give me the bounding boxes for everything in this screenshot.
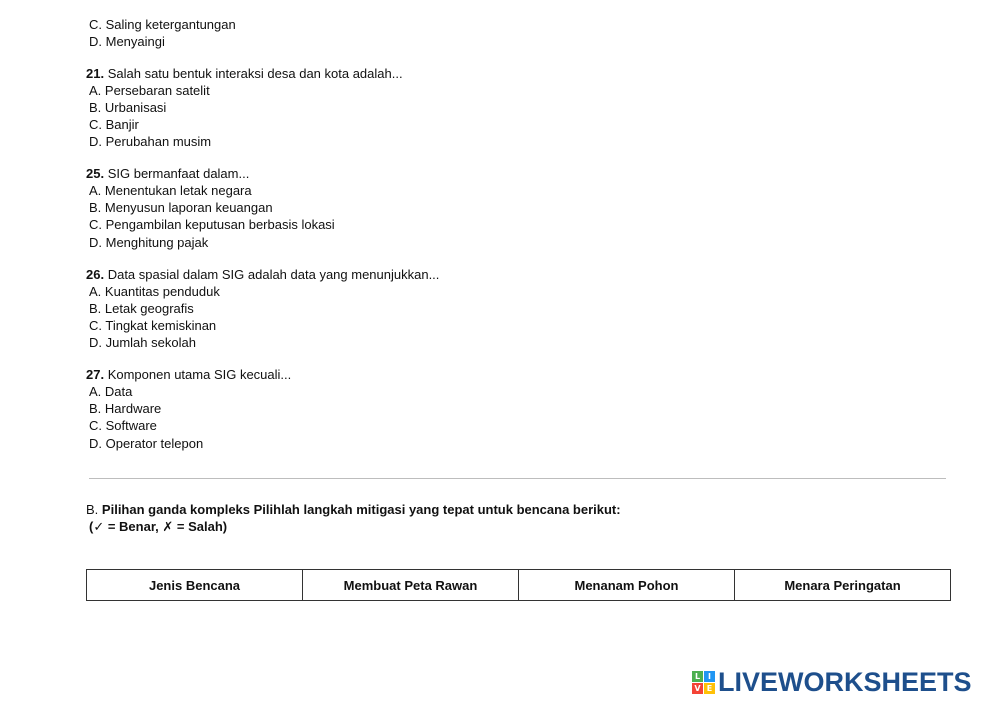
option-a: A. Data <box>89 384 133 399</box>
option-c: C. Software <box>89 418 157 433</box>
option-a: A. Menentukan letak negara <box>89 183 252 198</box>
question-text: Komponen utama SIG kecuali... <box>107 367 292 382</box>
question-text: Salah satu bentuk interaksi desa dan kota adalah... <box>107 66 403 81</box>
section-divider <box>89 478 946 479</box>
option-b: B. Hardware <box>89 401 162 416</box>
header-membuat-peta-rawan: Membuat Peta Rawan <box>303 570 519 601</box>
option-d: D. Perubahan musim <box>89 134 212 149</box>
question-number: 27. <box>86 367 105 382</box>
table-header-row <box>87 570 951 601</box>
question-text: SIG bermanfaat dalam... <box>107 166 250 181</box>
question-text: Data spasial dalam SIG adalah data yang menunjukkan... <box>107 267 440 282</box>
answer-legend: (✓ = Benar, ✗ = Salah) <box>89 519 228 534</box>
option-a: A. Persebaran satelit <box>89 83 210 98</box>
option-b: B. Menyusun laporan keuangan <box>89 200 273 215</box>
option-c: C. Saling ketergantungan <box>89 17 236 32</box>
option-b: B. Urbanisasi <box>89 100 167 115</box>
option-d: D. Operator telepon <box>89 436 204 451</box>
header-jenis-bencana: Jenis Bencana <box>87 570 303 601</box>
question-25 <box>86 165 249 182</box>
logo-tile-l: L <box>692 671 703 682</box>
question-number: 25. <box>86 166 105 181</box>
question-number: 21. <box>86 66 105 81</box>
question-27 <box>86 366 291 383</box>
logo-wordmark: LIVEWORKSHEETS <box>718 667 972 697</box>
option-c: C. Banjir <box>89 117 139 132</box>
option-a: A. Kuantitas penduduk <box>89 284 220 299</box>
header-menanam-pohon: Menanam Pohon <box>519 570 735 601</box>
section-b-title: Pilihan ganda kompleks Pilihlah langkah mitigasi yang tepat untuk bencana berikut: <box>101 502 621 517</box>
section-b-prefix: B. <box>86 502 99 517</box>
option-d: D. Menyaingi <box>89 34 165 49</box>
logo-tile-i: I <box>704 671 715 682</box>
option-c: C. Tingkat kemiskinan <box>89 318 217 333</box>
option-d: D. Jumlah sekolah <box>89 335 196 350</box>
question-number: 26. <box>86 267 105 282</box>
section-b-heading <box>86 501 621 518</box>
option-d: D. Menghitung pajak <box>89 235 209 250</box>
liveworksheets-logo <box>692 668 972 696</box>
header-menara-peringatan: Menara Peringatan <box>735 570 951 601</box>
question-26 <box>86 266 439 283</box>
logo-tile-v: V <box>692 683 703 694</box>
logo-tiles <box>692 671 715 694</box>
option-b: B. Letak geografis <box>89 301 194 316</box>
logo-tile-e: E <box>704 683 715 694</box>
mitigation-table <box>86 569 951 601</box>
option-c: C. Pengambilan keputusan berbasis lokasi <box>89 217 335 232</box>
question-21 <box>86 65 403 82</box>
